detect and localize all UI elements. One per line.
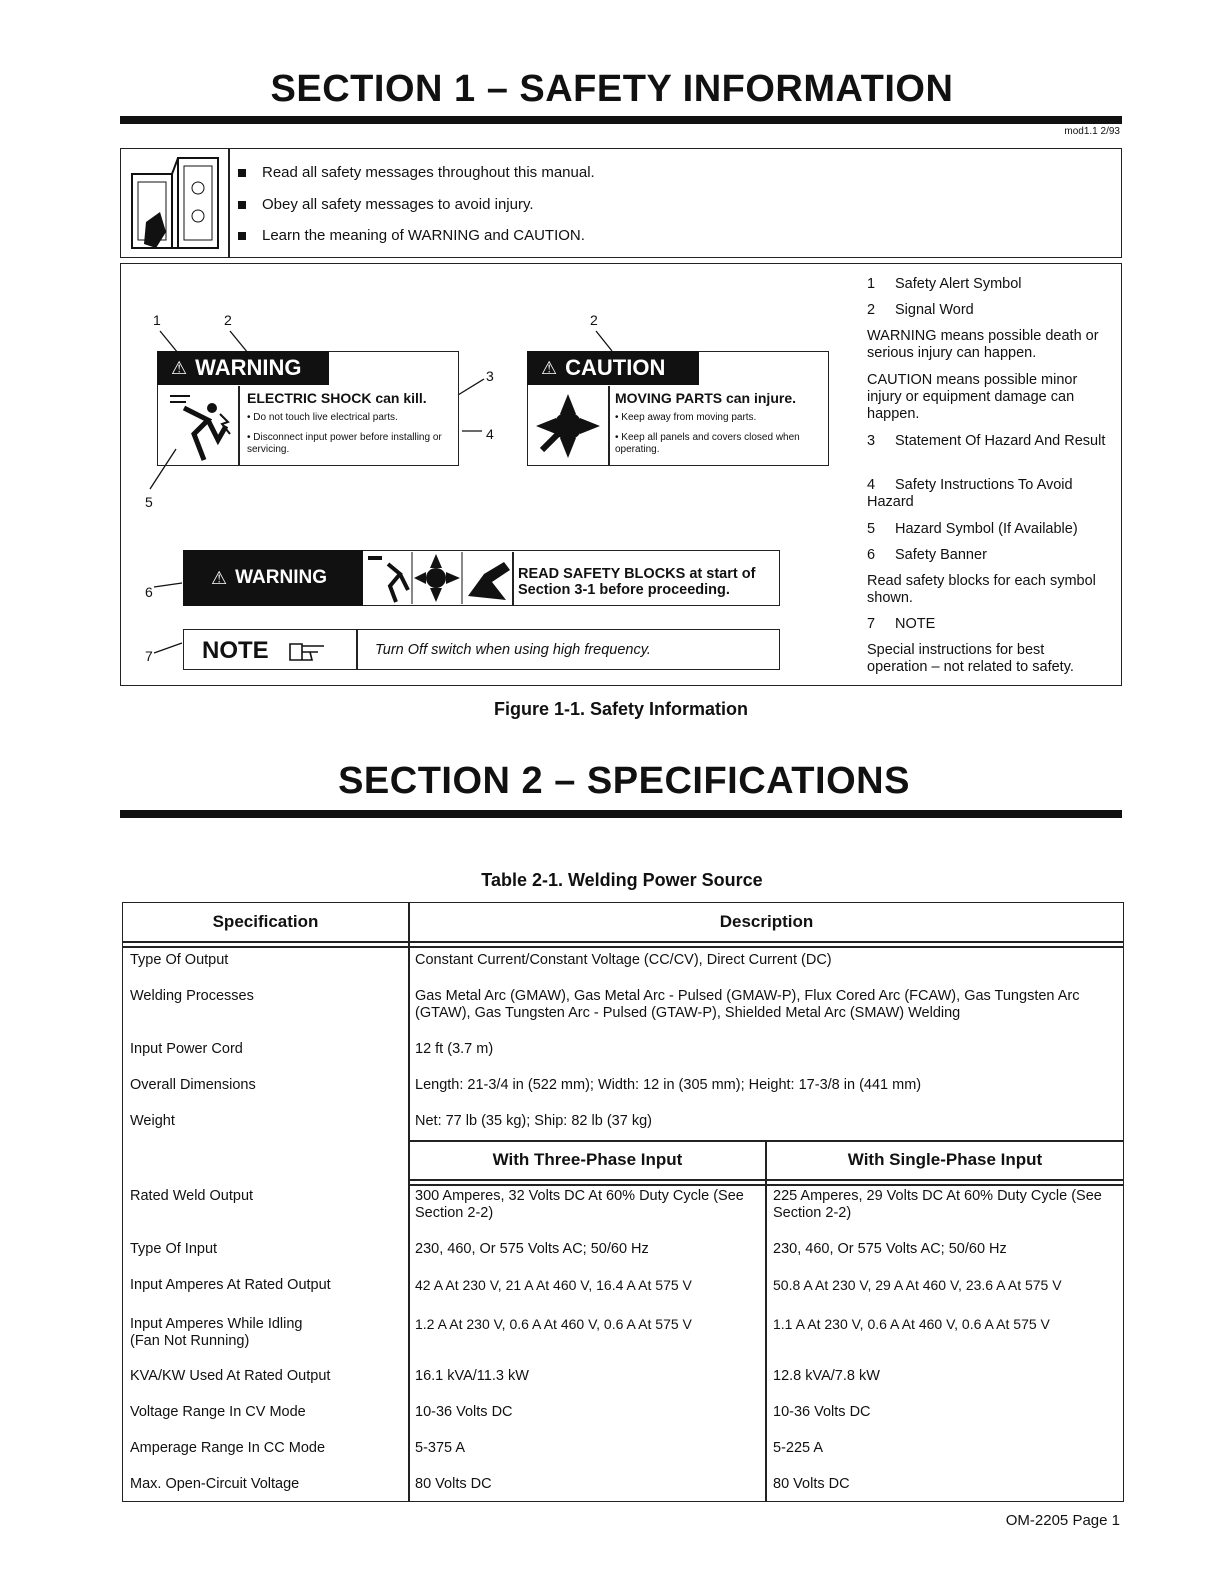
title-rule: [120, 810, 1122, 818]
table-row-desc: Constant Current/Constant Voltage (CC/CV), Direct Current (DC): [415, 952, 832, 968]
callout-3: 3: [486, 368, 494, 384]
legend-item: 2 Signal Word: [867, 302, 974, 318]
warning-banner: ⚠ WARNING: [157, 351, 329, 385]
title-rule: [120, 116, 1122, 124]
callout-5: 5: [145, 494, 153, 510]
table-row-desc: Gas Metal Arc (GMAW), Gas Metal Arc - Pulsed (GMAW-P), Flux Cored Arc (FCAW), Gas Tungsten Arc (GTAW), Gas Tungsten Arc - Pulsed (GTAW-P), Shielded Metal Arc (SMAW) Welding: [415, 988, 1080, 1021]
header-single-phase: With Single-Phase Input: [847, 1150, 1043, 1169]
callout-4: 4: [486, 426, 494, 442]
header-specification: Specification: [212, 912, 319, 931]
legend-desc: Read safety blocks for each symbol shown.: [867, 573, 1096, 606]
table-row-single: 5-225 A: [773, 1440, 823, 1456]
table-row-spec: Overall Dimensions: [130, 1077, 256, 1093]
alert-triangle-icon: ⚠: [171, 357, 188, 378]
table-row-single: 12.8 kVA/7.8 kW: [773, 1368, 880, 1384]
callout-2b: 2: [590, 312, 598, 328]
table-row-three: 230, 460, Or 575 Volts AC; 50/60 Hz: [415, 1241, 649, 1257]
legend-item: 6 Safety Banner: [867, 547, 987, 563]
legend-item: 1 Safety Alert Symbol: [867, 276, 1022, 292]
table-row-spec: Type Of Input: [130, 1241, 218, 1257]
table-row-spec: Rated Weld Output: [130, 1188, 254, 1204]
moving-parts-icon: [532, 390, 604, 462]
callout-2: 2: [224, 312, 232, 328]
table-row-desc: 12 ft (3.7 m): [415, 1041, 494, 1057]
callout-1: 1: [153, 312, 161, 328]
legend-item: 4 Safety Instructions To Avoid Hazard: [867, 477, 1073, 510]
header-three-phase: With Three-Phase Input: [492, 1150, 683, 1169]
legend-desc: WARNING means possible death or serious injury can happen.: [867, 328, 1099, 361]
intro-item: Read all safety messages throughout this manual.: [238, 164, 595, 181]
pointing-hand-icon: [288, 640, 328, 662]
table-row-three: 16.1 kVA/11.3 kW: [415, 1368, 529, 1384]
table-row-spec: Max. Open-Circuit Voltage: [130, 1476, 300, 1492]
table-title: Table 2-1. Welding Power Source: [481, 870, 763, 890]
caution-bullet: • Keep away from moving parts.: [615, 412, 757, 423]
page-footer: OM-2205 Page 1: [1005, 1512, 1120, 1529]
warning-hazard: ELECTRIC SHOCK can kill.: [247, 390, 427, 406]
figure-caption: Figure 1-1. Safety Information: [493, 699, 749, 719]
hazard-symbols-icon: [364, 552, 512, 604]
manual-book-icon: [126, 152, 224, 254]
table-row-single: 225 Amperes, 29 Volts DC At 60% Duty Cycle (See Section 2-2): [773, 1188, 1102, 1221]
safety-banner-warning: ⚠ WARNING: [183, 550, 363, 606]
table-row-spec: Input Power Cord: [130, 1041, 243, 1057]
caution-bullet: • Keep all panels and covers closed when operating.: [615, 432, 800, 455]
section-2-title: SECTION 2 – SPECIFICATIONS: [338, 760, 910, 802]
legend-desc: CAUTION means possible minor injury or equipment damage can happen.: [867, 372, 1078, 422]
table-row-spec: Welding Processes: [130, 988, 254, 1004]
table-row-spec: Voltage Range In CV Mode: [130, 1404, 306, 1420]
intro-item: Obey all safety messages to avoid injury.: [238, 196, 534, 213]
leader-lines: [120, 263, 860, 686]
table-row-spec: Weight: [130, 1113, 175, 1129]
warning-bullet: • Do not touch live electrical parts.: [247, 412, 398, 423]
table-row-desc: Net: 77 lb (35 kg); Ship: 82 lb (37 kg): [415, 1113, 652, 1129]
header-description: Description: [719, 912, 814, 931]
table-row-spec: KVA/KW Used At Rated Output: [130, 1368, 331, 1384]
callout-6: 6: [145, 584, 153, 600]
safety-banner-text: READ SAFETY BLOCKS at start of Section 3-1 before proceeding.: [518, 566, 756, 598]
section-1-title: SECTION 1 – SAFETY INFORMATION: [270, 68, 954, 110]
table-row-spec: Type Of Output: [130, 952, 229, 968]
table-row-single: 10-36 Volts DC: [773, 1404, 871, 1420]
note-label: NOTE: [202, 637, 269, 664]
table-row-desc: Length: 21-3/4 in (522 mm); Width: 12 in (305 mm); Height: 17-3/8 in (441 mm): [415, 1077, 922, 1093]
table-row-three: 1.2 A At 230 V, 0.6 A At 460 V, 0.6 A At 575 V: [415, 1316, 692, 1332]
table-row-spec: Input Amperes At Rated Output: [130, 1277, 331, 1293]
table-row-three: 5-375 A: [415, 1440, 465, 1456]
legend-item: 7 NOTE: [867, 616, 936, 632]
electric-shock-icon: [164, 390, 234, 462]
legend-item: 5 Hazard Symbol (If Available): [867, 521, 1078, 537]
table-row-single: 80 Volts DC: [773, 1476, 850, 1492]
table-row-three: 80 Volts DC: [415, 1476, 492, 1492]
warning-bullet: • Disconnect input power before installing or servicing.: [247, 432, 442, 455]
table-row-three: 300 Amperes, 32 Volts DC At 60% Duty Cycle (See Section 2-2): [415, 1188, 744, 1221]
legend-item: 3 Statement Of Hazard And Result: [867, 433, 1106, 449]
table-row-single: 1.1 A At 230 V, 0.6 A At 460 V, 0.6 A At 575 V: [773, 1316, 1050, 1332]
table-row-spec: Input Amperes While Idling (Fan Not Running): [130, 1316, 303, 1349]
note-text: Turn Off switch when using high frequency.: [375, 642, 651, 658]
caution-banner: ⚠ CAUTION: [527, 351, 699, 385]
intro-item: Learn the meaning of WARNING and CAUTION.: [238, 227, 585, 244]
document-code: mod1.1 2/93: [1064, 126, 1120, 137]
alert-triangle-icon: ⚠: [541, 357, 558, 378]
table-row-single: 230, 460, Or 575 Volts AC; 50/60 Hz: [773, 1241, 1007, 1257]
legend-desc: Special instructions for best operation – not related to safety.: [867, 642, 1074, 675]
table-row-spec: Amperage Range In CC Mode: [130, 1440, 326, 1456]
caution-hazard: MOVING PARTS can injure.: [615, 390, 796, 406]
callout-7: 7: [145, 648, 153, 664]
table-row-three: 42 A At 230 V, 21 A At 460 V, 16.4 A At 575 V: [415, 1277, 692, 1293]
table-row-single: 50.8 A At 230 V, 29 A At 460 V, 23.6 A At 575 V: [773, 1277, 1062, 1293]
alert-triangle-icon: ⚠: [211, 567, 228, 588]
table-row-three: 10-36 Volts DC: [415, 1404, 513, 1420]
